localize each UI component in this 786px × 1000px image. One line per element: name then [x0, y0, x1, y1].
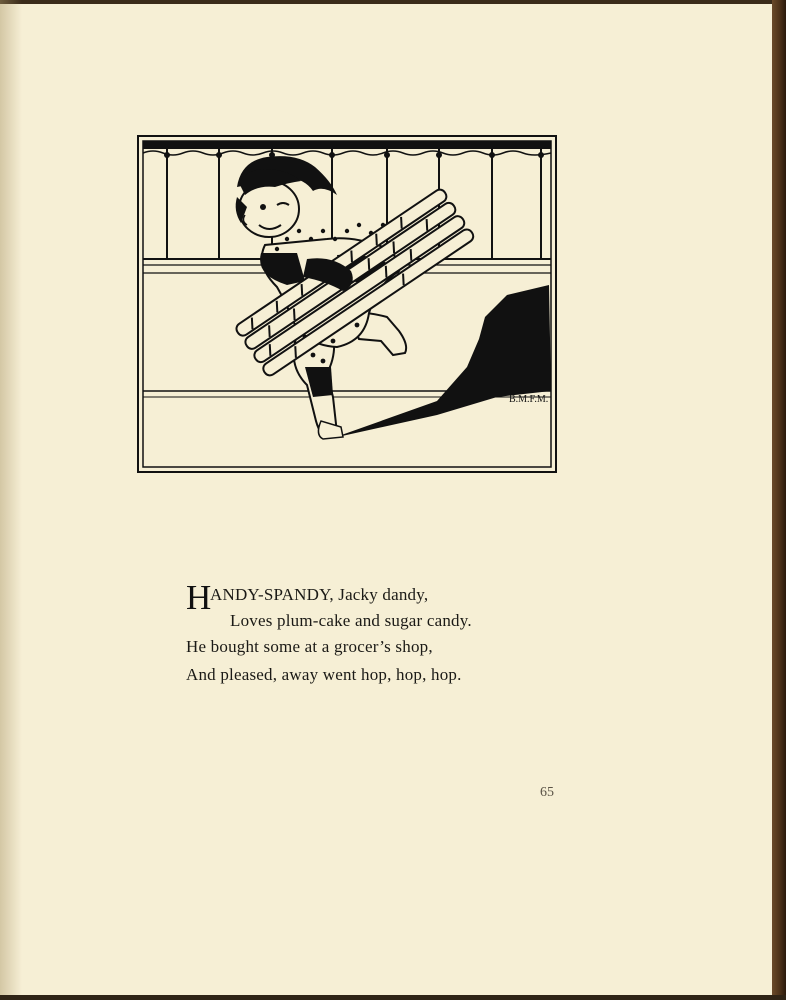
poem-line-4: And pleased, away went hop, hop, hop. [186, 665, 462, 684]
poem-line-2: Loves plum-cake and sugar candy. [230, 611, 472, 630]
poem-drop-cap: H [186, 578, 212, 617]
book-cover-edge [772, 0, 786, 1000]
page-top-edge [0, 0, 786, 4]
illustration [137, 135, 557, 473]
poem-line-1: ANDY-SPANDY, Jacky dandy, [210, 585, 429, 604]
binding-shadow [0, 0, 22, 1000]
artist-signature: B.M.F.M. [509, 394, 549, 405]
poem-line-3: He bought some at a grocer’s shop, [186, 637, 433, 656]
page-number: 65 [540, 785, 554, 800]
page-bottom-edge [0, 995, 786, 1000]
